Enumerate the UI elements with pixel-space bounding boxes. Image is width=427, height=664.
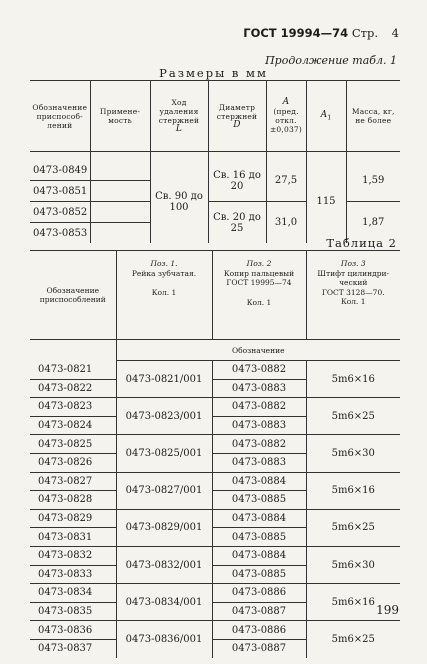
designation-cell: 0473-0823 xyxy=(30,398,116,417)
designation-cell: 0473-0834 xyxy=(30,584,116,603)
rail-cell: 0473-0823/001 xyxy=(116,398,212,435)
copier-cell: 0473-0886 xyxy=(212,621,306,640)
table-1-header xyxy=(30,81,400,152)
line: (пред. xyxy=(273,107,299,116)
table-1-row xyxy=(30,160,400,181)
sizes-caption: Размеры в мм xyxy=(159,66,268,80)
designation-cell: 0473-0822 xyxy=(30,379,116,398)
line: стержней xyxy=(158,116,200,125)
application-cell xyxy=(90,223,150,244)
table-row xyxy=(30,472,400,491)
rail-cell: 0473-0836/001 xyxy=(116,621,212,658)
page-number: 199 xyxy=(376,603,399,617)
pos-name: Штифт цилиндри- xyxy=(317,268,390,278)
pin-cell: 5m6×16 xyxy=(306,361,400,398)
designation-cell: 0473-0837 xyxy=(30,639,116,657)
copier-cell: 0473-0882 xyxy=(212,398,306,417)
table-row xyxy=(30,361,400,380)
page-label: Стр. xyxy=(351,26,379,40)
col-mass xyxy=(346,81,400,152)
line: Диаметр xyxy=(218,102,256,112)
designation-cell: 0473-0821 xyxy=(30,361,116,380)
copier-cell: 0473-0884 xyxy=(212,546,306,565)
copier-cell: 0473-0882 xyxy=(212,361,306,380)
table-row xyxy=(30,621,400,640)
col-a xyxy=(266,81,306,152)
table-row xyxy=(30,509,400,528)
application-cell xyxy=(90,181,150,202)
mass-cell: 1,59 xyxy=(346,160,400,202)
col-pos1 xyxy=(116,251,212,340)
designation-cell: 0473-0836 xyxy=(30,621,116,640)
line: Примене- xyxy=(99,107,141,116)
table-row xyxy=(30,398,400,417)
line: мость xyxy=(108,116,132,125)
table-continuation-note: Продолжение табл. 1 xyxy=(265,54,397,67)
table-1 xyxy=(30,80,400,243)
table-row xyxy=(30,435,400,454)
line: не более xyxy=(355,116,392,125)
table-2-header xyxy=(30,251,400,340)
symbol-A1: A xyxy=(320,109,328,120)
pos-number: Поз. 3 xyxy=(340,259,366,268)
col-pos2 xyxy=(212,251,306,340)
table-row xyxy=(30,584,400,603)
col-designation xyxy=(30,251,116,340)
line: лений xyxy=(47,120,73,130)
a1-cell: 115 xyxy=(306,160,346,243)
a-cell: 31,0 xyxy=(266,202,306,244)
symbol-L: L xyxy=(175,124,183,134)
line: стержней xyxy=(216,111,258,121)
line: откл. xyxy=(275,116,297,125)
application-cell xyxy=(90,160,150,181)
subheader-blank xyxy=(30,340,116,361)
designation-cell: 0473-0853 xyxy=(30,223,90,244)
col-diameter xyxy=(208,81,266,152)
a-cell: 27,5 xyxy=(266,160,306,202)
pin-cell: 5m6×16 xyxy=(306,472,400,509)
stroke-cell: Св. 90 до 100 xyxy=(150,160,208,243)
rail-cell: 0473-0821/001 xyxy=(116,361,212,398)
pin-cell: 5m6×25 xyxy=(306,509,400,546)
pin-cell: 5m6×25 xyxy=(306,398,400,435)
designation-cell: 0473-0851 xyxy=(30,181,90,202)
copier-cell: 0473-0885 xyxy=(212,528,306,547)
col-application xyxy=(90,81,150,152)
designation-cell: 0473-0825 xyxy=(30,435,116,454)
table-row xyxy=(30,546,400,565)
pos-qty: Кол. 1 xyxy=(246,297,272,307)
line: приспособлений xyxy=(39,295,106,304)
table-2 xyxy=(30,250,400,658)
page-sheet-number: 4 xyxy=(391,26,399,40)
diameter-cell: Св. 16 до 20 xyxy=(208,160,266,202)
line: Обозначение xyxy=(32,102,88,112)
pos-qty: Кол. 1 xyxy=(340,297,366,306)
rail-cell: 0473-0829/001 xyxy=(116,509,212,546)
designation-cell: 0473-0829 xyxy=(30,509,116,528)
designation-cell: 0473-0849 xyxy=(30,160,90,181)
copier-cell: 0473-0887 xyxy=(212,602,306,621)
designation-cell: 0473-0827 xyxy=(30,472,116,491)
pin-cell: 5m6×30 xyxy=(306,435,400,472)
copier-cell: 0473-0883 xyxy=(212,379,306,398)
copier-cell: 0473-0886 xyxy=(212,584,306,603)
pos-name: Рейка зубчатая. xyxy=(131,268,197,278)
copier-cell: 0473-0882 xyxy=(212,435,306,454)
designation-cell: 0473-0826 xyxy=(30,453,116,472)
copier-cell: 0473-0885 xyxy=(212,565,306,584)
designation-cell: 0473-0828 xyxy=(30,491,116,510)
spacer-row xyxy=(30,152,400,161)
copier-cell: 0473-0883 xyxy=(212,453,306,472)
pos-number: Поз. 1. xyxy=(150,259,178,268)
page-header xyxy=(243,26,399,40)
pos-name: ГОСТ 3128—70. xyxy=(321,287,385,297)
designation-cell: 0473-0824 xyxy=(30,416,116,435)
pos-name: ческий xyxy=(339,278,368,287)
mass-cell: 1,87 xyxy=(346,202,400,244)
rail-cell: 0473-0832/001 xyxy=(116,546,212,583)
col-a1 xyxy=(306,81,346,152)
pos-name: ГОСТ 19995—74 xyxy=(226,278,292,287)
pin-cell: 5m6×16 xyxy=(306,584,400,621)
pin-cell: 5m6×25 xyxy=(306,621,400,658)
rail-cell: 0473-0825/001 xyxy=(116,435,212,472)
line: Ход xyxy=(171,98,187,107)
pos-number: Поз. 2 xyxy=(246,259,272,268)
designation-cell: 0473-0833 xyxy=(30,565,116,584)
designation-cell: 0473-0832 xyxy=(30,546,116,565)
line: приспособ- xyxy=(36,111,83,121)
copier-cell: 0473-0887 xyxy=(212,639,306,657)
designation-cell: 0473-0835 xyxy=(30,602,116,621)
copier-cell: 0473-0885 xyxy=(212,491,306,510)
line: Масса, кг, xyxy=(351,107,395,116)
col-pos3 xyxy=(306,251,400,340)
pin-cell: 5m6×30 xyxy=(306,546,400,583)
table-2-body xyxy=(30,361,400,658)
symbol-A: A xyxy=(282,97,290,107)
symbol-A1-sub: 1 xyxy=(327,114,332,122)
gost-number: ГОСТ 19994—74 xyxy=(243,26,349,40)
line: удаления xyxy=(159,107,199,116)
table-2-subheader xyxy=(30,340,400,361)
pos-qty: Кол. 1 xyxy=(151,288,177,297)
pos-name: Копир пальцевый xyxy=(223,268,295,278)
rail-cell: 0473-0834/001 xyxy=(116,584,212,621)
diameter-cell: Св. 20 до 25 xyxy=(208,202,266,244)
line: Обозначение xyxy=(46,285,100,295)
copier-cell: 0473-0884 xyxy=(212,509,306,528)
col-designation xyxy=(30,81,90,152)
designation-subheader: Обозначение xyxy=(116,340,400,361)
table-2-caption: Таблица 2 xyxy=(326,236,397,250)
symbol-D: D xyxy=(233,119,241,130)
col-stroke xyxy=(150,81,208,152)
rail-cell: 0473-0827/001 xyxy=(116,472,212,509)
application-cell xyxy=(90,202,150,223)
line: ±0,037) xyxy=(269,125,303,134)
copier-cell: 0473-0884 xyxy=(212,472,306,491)
designation-cell: 0473-0852 xyxy=(30,202,90,223)
copier-cell: 0473-0883 xyxy=(212,416,306,435)
designation-cell: 0473-0831 xyxy=(30,528,116,547)
